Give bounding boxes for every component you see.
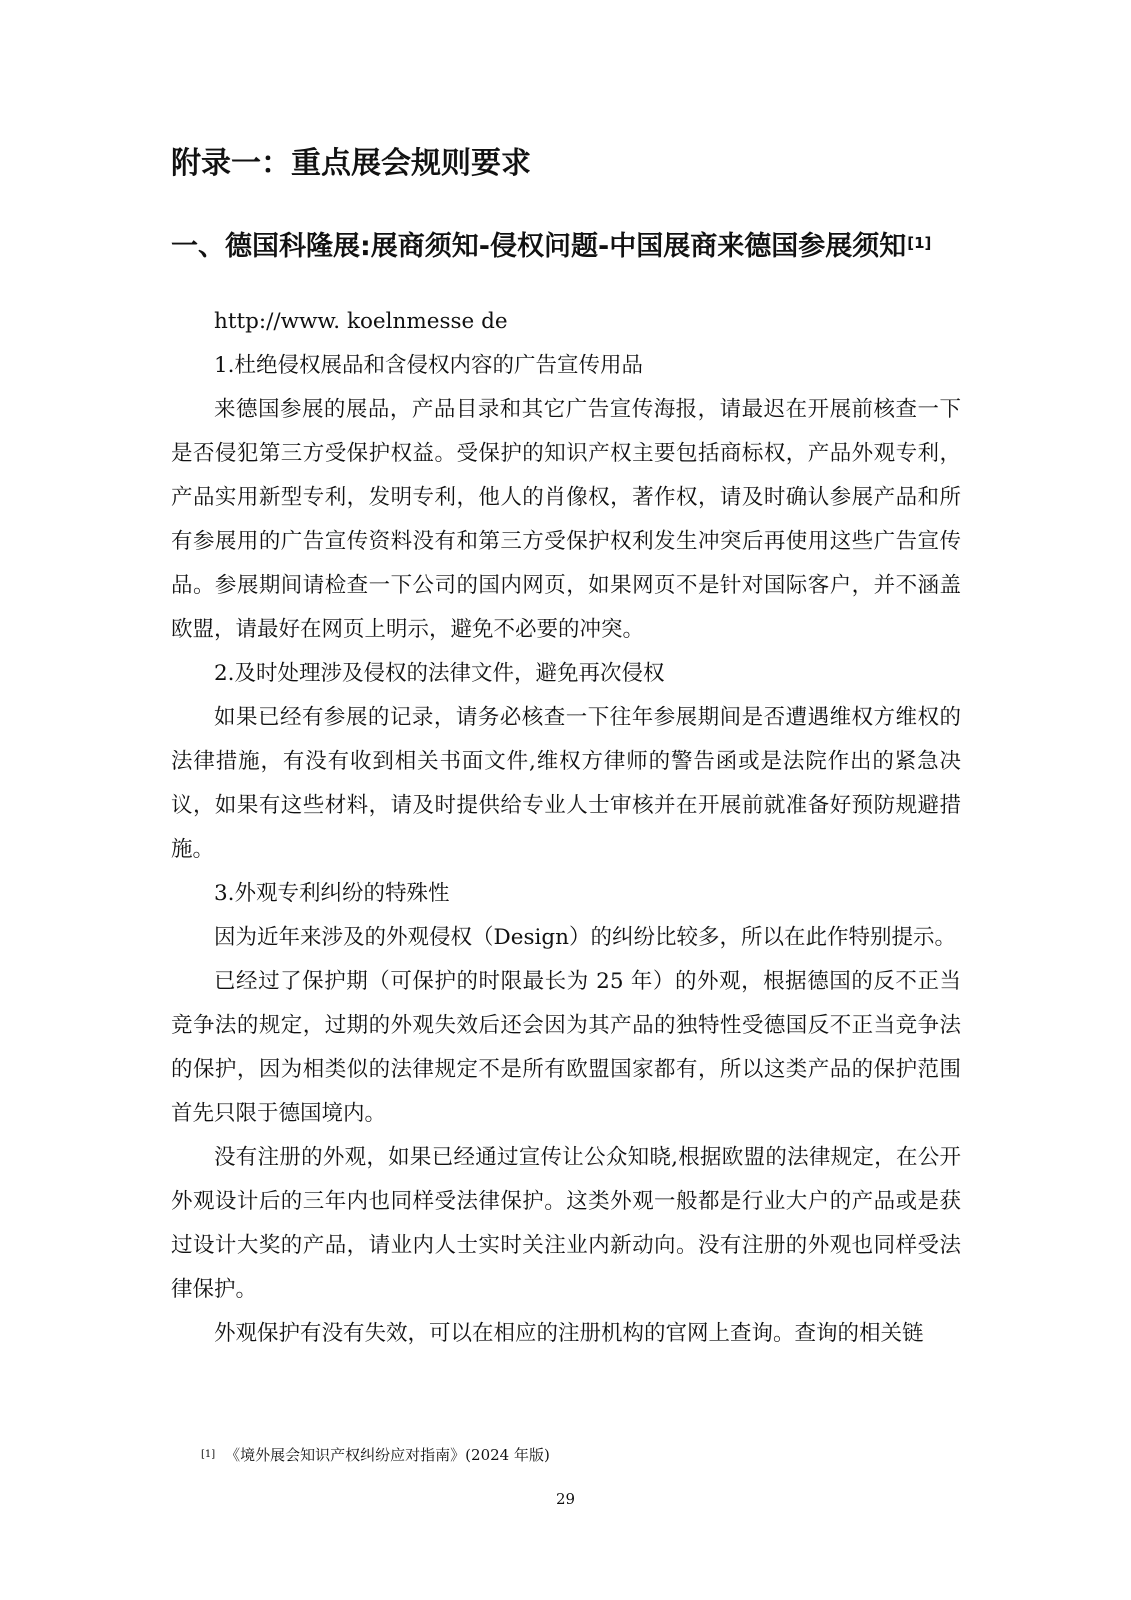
website-url: http://www. koelnmesse de	[214, 309, 508, 334]
paragraph-3: 因为近年来涉及的外观侵权（Design）的纠纷比较多，所以在此作特别提示。	[214, 925, 956, 950]
body-text	[171, 300, 961, 1356]
paragraph-4: 已经过了保护期（可保护的时限最长为 25 年）的外观，根据德国的反不正当竞争法的规定，过期的外观失效后还会因为其产品的独特性受德国反不正当竞争法的保护，因为相类似的法律规定不是所有欧盟国家都有，所以这类产品的保护范围首先只限于德国境内。	[171, 969, 961, 1126]
section-title	[171, 224, 931, 270]
item-1-heading: 1.杜绝侵权展品和含侵权内容的广告宣传用品	[214, 353, 644, 378]
paragraph-2: 如果已经有参展的记录，请务必核查一下往年参展期间是否遭遇维权方维权的法律措施，有没有收到相关书面文件,维权方律师的警告函或是法院作出的紧急决议，如果有这些材料，请及时提供给专业人士审核并在开展前就准备好预防规避措施。	[171, 705, 961, 862]
item-3-heading: 3.外观专利纠纷的特殊性	[214, 881, 450, 906]
footnote-marker: [1]	[201, 1449, 216, 1460]
page-number: 29	[555, 1490, 576, 1508]
item-2-heading: 2.及时处理涉及侵权的法律文件，避免再次侵权	[214, 661, 665, 686]
footnote-text: 《境外展会知识产权纠纷应对指南》(2024 年版)	[225, 1446, 550, 1464]
paragraph-1: 来德国参展的展品，产品目录和其它广告宣传海报，请最迟在开展前核查一下是否侵犯第三方受保护权益。受保护的知识产权主要包括商标权，产品外观专利，产品实用新型专利，发明专利，他人的肖像权，著作权，请及时确认参展产品和所有参展用的广告宣传资料没有和第三方受保护权利发生冲突后再使用这些广告宣传品。参展期间请检查一下公司的国内网页，如果网页不是针对国际客户，并不涵盖欧盟，请最好在网页上明示，避免不必要的冲突。	[171, 397, 961, 642]
paragraph-5: 没有注册的外观，如果已经通过宣传让公众知晓,根据欧盟的法律规定，在公开外观设计后的三年内也同样受法律保护。这类外观一般都是行业大户的产品或是获过设计大奖的产品，请业内人士实时关注业内新动向。没有注册的外观也同样受法律保护。	[171, 1145, 961, 1302]
paragraph-6: 外观保护有没有失效，可以在相应的注册机构的官网上查询。查询的相关链	[214, 1321, 924, 1346]
footnote-reference[interactable]: [1]	[907, 234, 932, 252]
footnote	[201, 1444, 550, 1466]
section-title-text: 一、德国科隆展:展商须知-侵权问题-中国展商来德国参展须知	[171, 231, 907, 262]
appendix-title: 附录一：重点展会规则要求	[171, 146, 531, 181]
